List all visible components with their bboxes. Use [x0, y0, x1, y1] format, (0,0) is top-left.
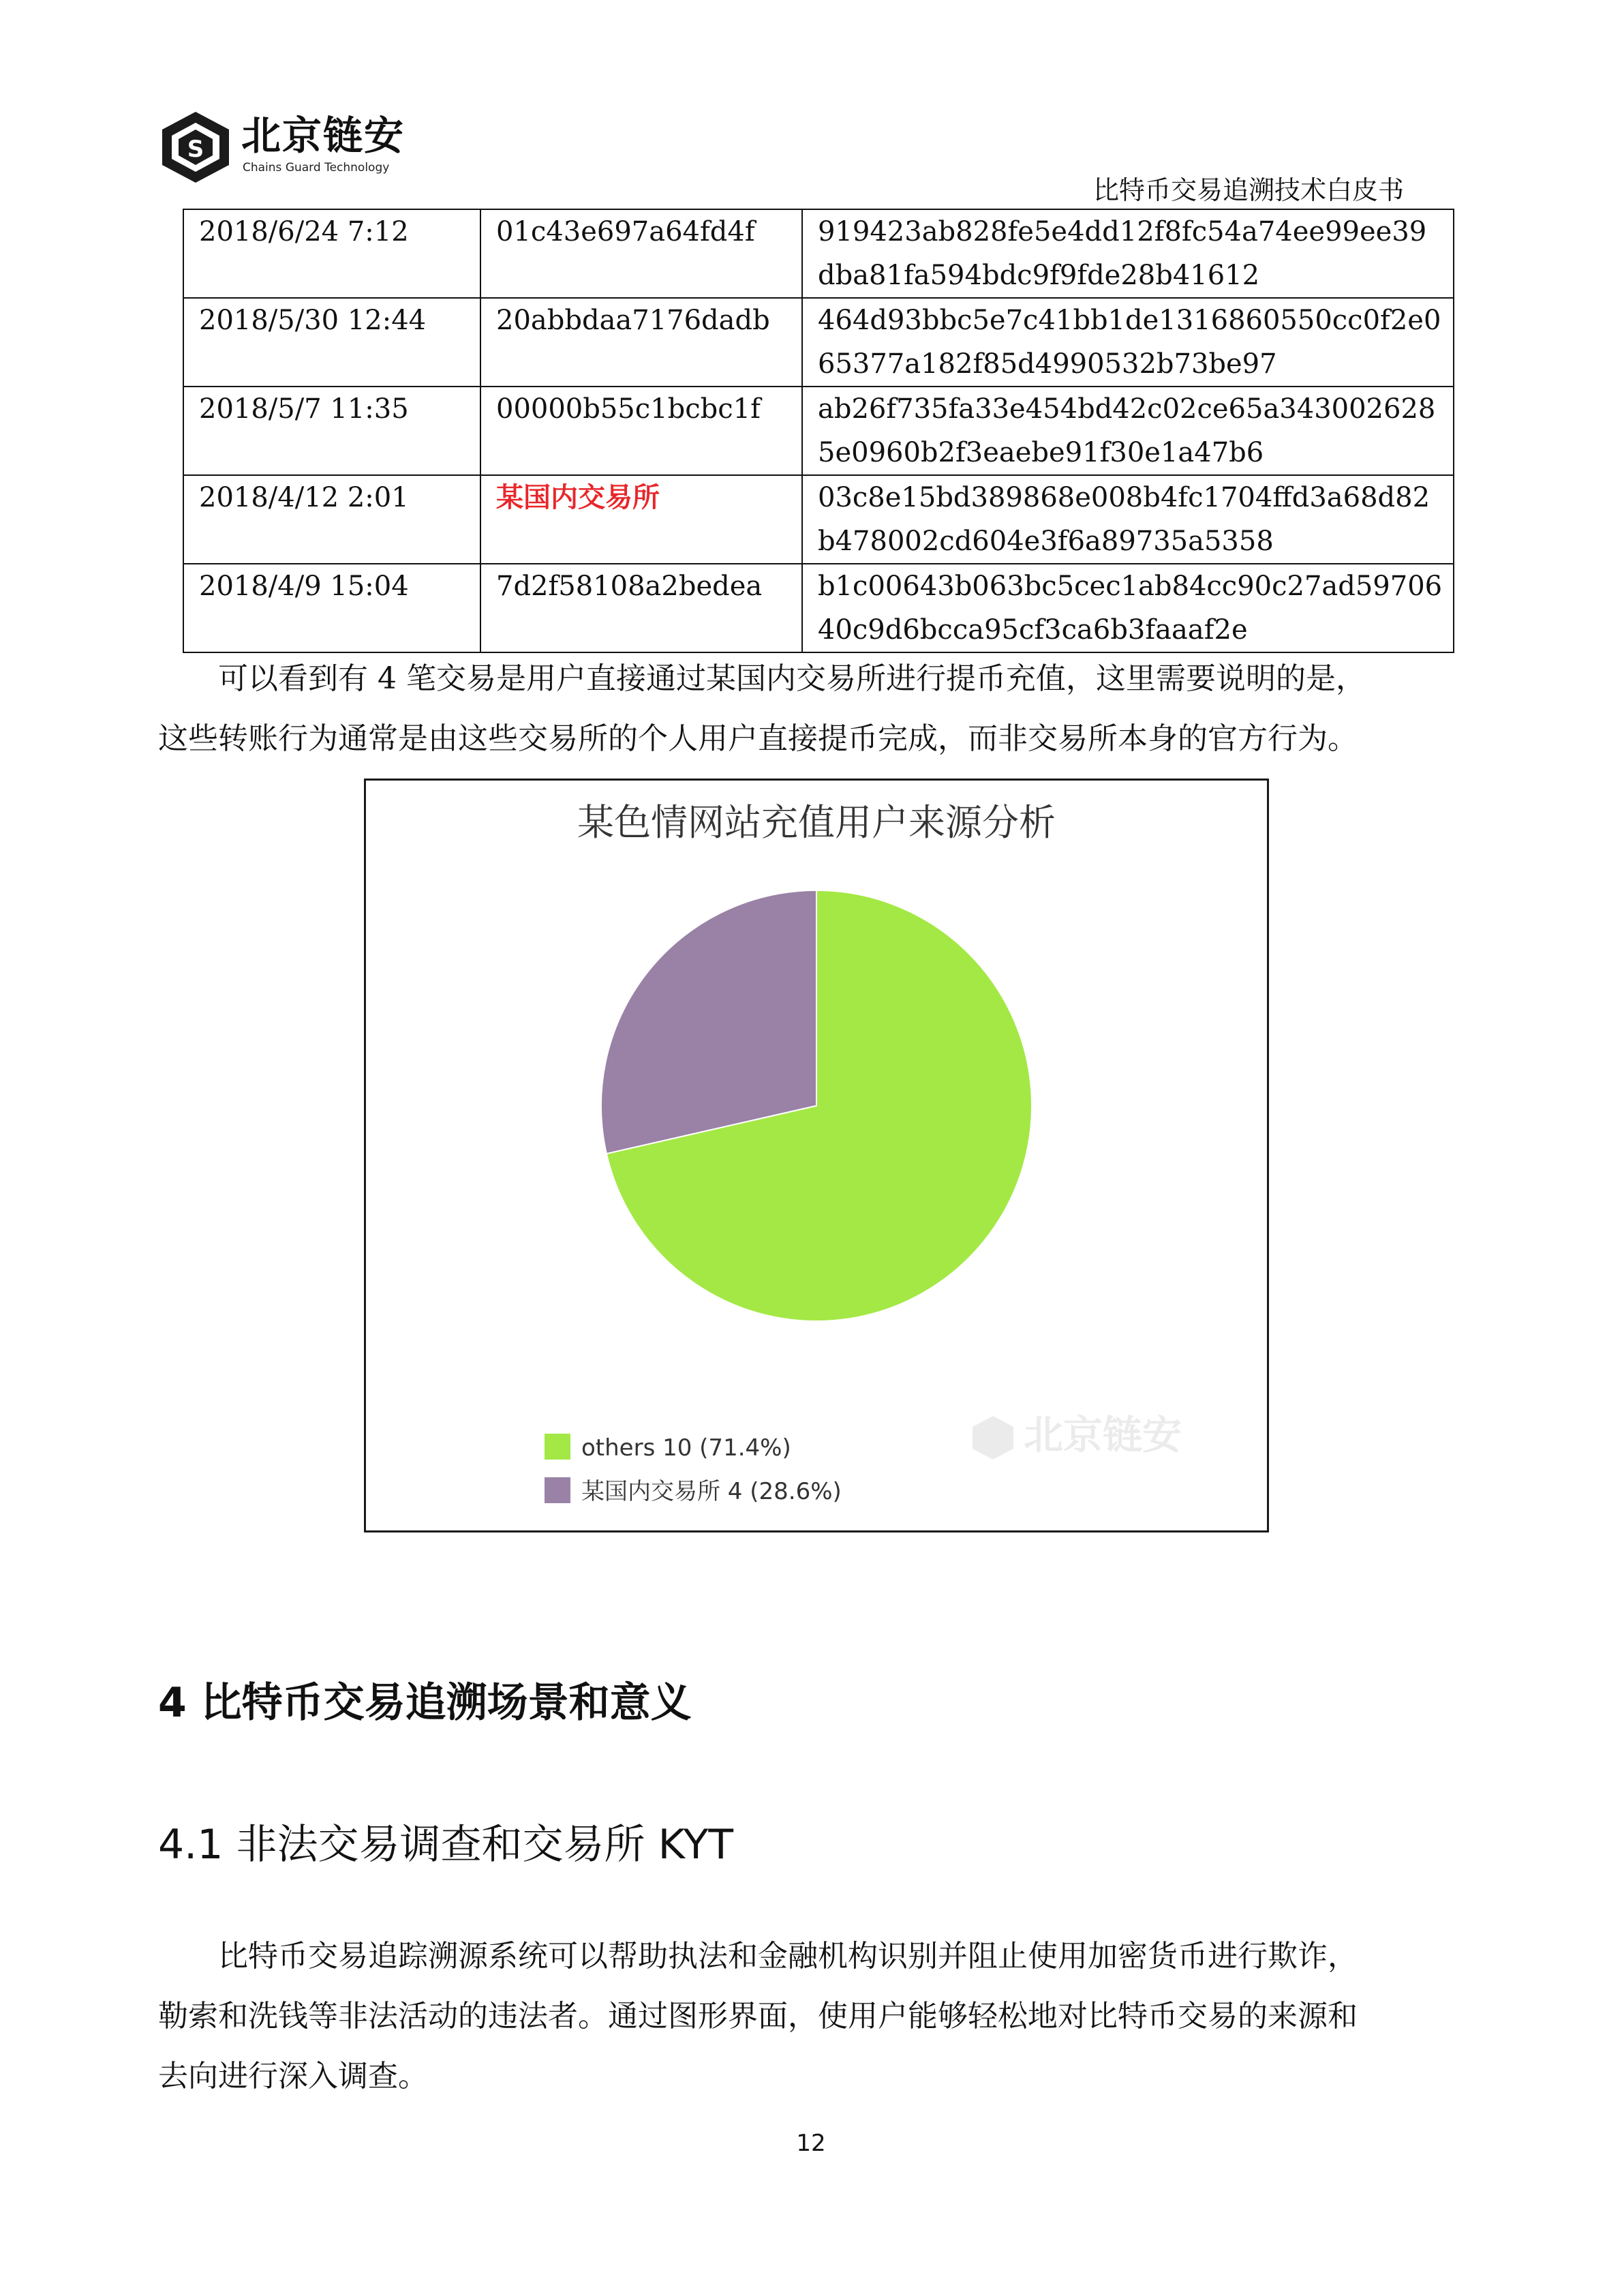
legend-label-0: others 10 (71.4%)	[581, 1434, 791, 1462]
source-cell: 7d2f58108a2bedea	[480, 564, 802, 652]
hash-cell	[802, 564, 1454, 652]
time-cell: 2018/5/7 11:35	[183, 387, 480, 475]
hash-line-1: 03c8e15bd389868e008b4fc1704ffd3a68d82	[818, 482, 1430, 513]
time-cell: 2018/6/24 7:12	[183, 209, 480, 298]
pie-slices	[601, 890, 1032, 1321]
table-row	[183, 475, 1454, 564]
hash-cell	[802, 387, 1454, 475]
watermark	[973, 1412, 1182, 1460]
source-cell-highlighted: 某国内交易所	[480, 475, 802, 564]
time-cell: 2018/4/12 2:01	[183, 475, 480, 564]
hash-line-2: 65377a182f85d4990532b73be97	[818, 348, 1277, 380]
transaction-table	[183, 209, 1454, 653]
section-heading-4: 4 比特币交易追溯场景和意义	[158, 1679, 692, 1727]
hash-line-2: 40c9d6bcca95cf3ca6b3faaaf2e	[818, 614, 1248, 646]
hash-line-1: 919423ab828fe5e4dd12f8fc54a74ee99ee39	[818, 216, 1427, 247]
table-row	[183, 209, 1454, 298]
time-cell: 2018/4/9 15:04	[183, 564, 480, 652]
section-heading-4-1: 4.1 非法交易调查和交易所 KYT	[158, 1821, 734, 1869]
source-cell: 20abbdaa7176dadb	[480, 298, 802, 387]
svg-text:S: S	[187, 136, 204, 163]
hash-line-2: 5e0960b2f3eaebe91f30e1a47b6	[818, 437, 1264, 468]
legend-swatch-0	[545, 1434, 570, 1460]
hash-cell	[802, 209, 1454, 298]
time-cell: 2018/5/30 12:44	[183, 298, 480, 387]
brand-subtitle: Chains Guard Technology	[243, 161, 390, 175]
legend-label-1: 某国内交易所 4 (28.6%)	[581, 1478, 842, 1505]
watermark-logo-icon	[973, 1416, 1013, 1460]
table-row	[183, 564, 1454, 652]
brand-name: 北京链安	[241, 112, 406, 159]
source-cell: 01c43e697a64fd4f	[480, 209, 802, 298]
paragraph-line: 这些转账行为通常是由这些交易所的个人用户直接提币完成，而非交易所本身的官方行为。	[158, 721, 1358, 756]
legend-swatch-1	[545, 1477, 570, 1503]
paragraph-line: 去向进行深入调查。	[158, 2059, 428, 2094]
watermark-text: 北京链安	[1024, 1412, 1182, 1458]
chart-legend	[545, 1434, 842, 1505]
source-cell: 00000b55c1bcbc1f	[480, 387, 802, 475]
paragraph-2	[158, 1927, 1478, 2106]
hash-line-2: b478002cd604e3f6a89735a5358	[818, 526, 1274, 557]
paragraph-line	[158, 649, 1478, 709]
paragraph-line: 勒索和洗钱等非法活动的违法者。通过图形界面，使用户能够轻松地对比特币交易的来源和	[158, 1999, 1358, 2034]
document-title: 比特币交易追溯技术白皮书	[1092, 175, 1404, 205]
paragraph-text: 比特币交易追踪溯源系统可以帮助执法和金融机构识别并阻止使用加密货币进行欺诈，	[218, 1939, 1358, 1974]
table-row	[183, 298, 1454, 387]
hash-line-1: ab26f735fa33e454bd42c02ce65a343002628	[818, 393, 1436, 425]
table-row	[183, 387, 1454, 475]
hash-line-2: dba81fa594bdc9f9fde28b41612	[818, 260, 1260, 291]
paragraph-line	[158, 1927, 1478, 1987]
hash-cell	[802, 475, 1454, 564]
pie-chart	[364, 779, 1269, 1532]
chains-guard-logo-icon	[158, 109, 233, 185]
hash-cell	[802, 298, 1454, 387]
hash-line-1: 464d93bbc5e7c41bb1de1316860550cc0f2e0	[818, 305, 1441, 336]
paragraph-1	[158, 649, 1478, 769]
page-number: 12	[796, 2130, 826, 2157]
paragraph-text: 可以看到有 4 笔交易是用户直接通过某国内交易所进行提币充值，这里需要说明的是，	[218, 661, 1366, 696]
pie-chart-svg	[366, 781, 1267, 1530]
hash-line-1: b1c00643b063bc5cec1ab84cc90c27ad59706	[818, 571, 1443, 602]
chart-title: 某色情网站充值用户来源分析	[577, 801, 1056, 844]
